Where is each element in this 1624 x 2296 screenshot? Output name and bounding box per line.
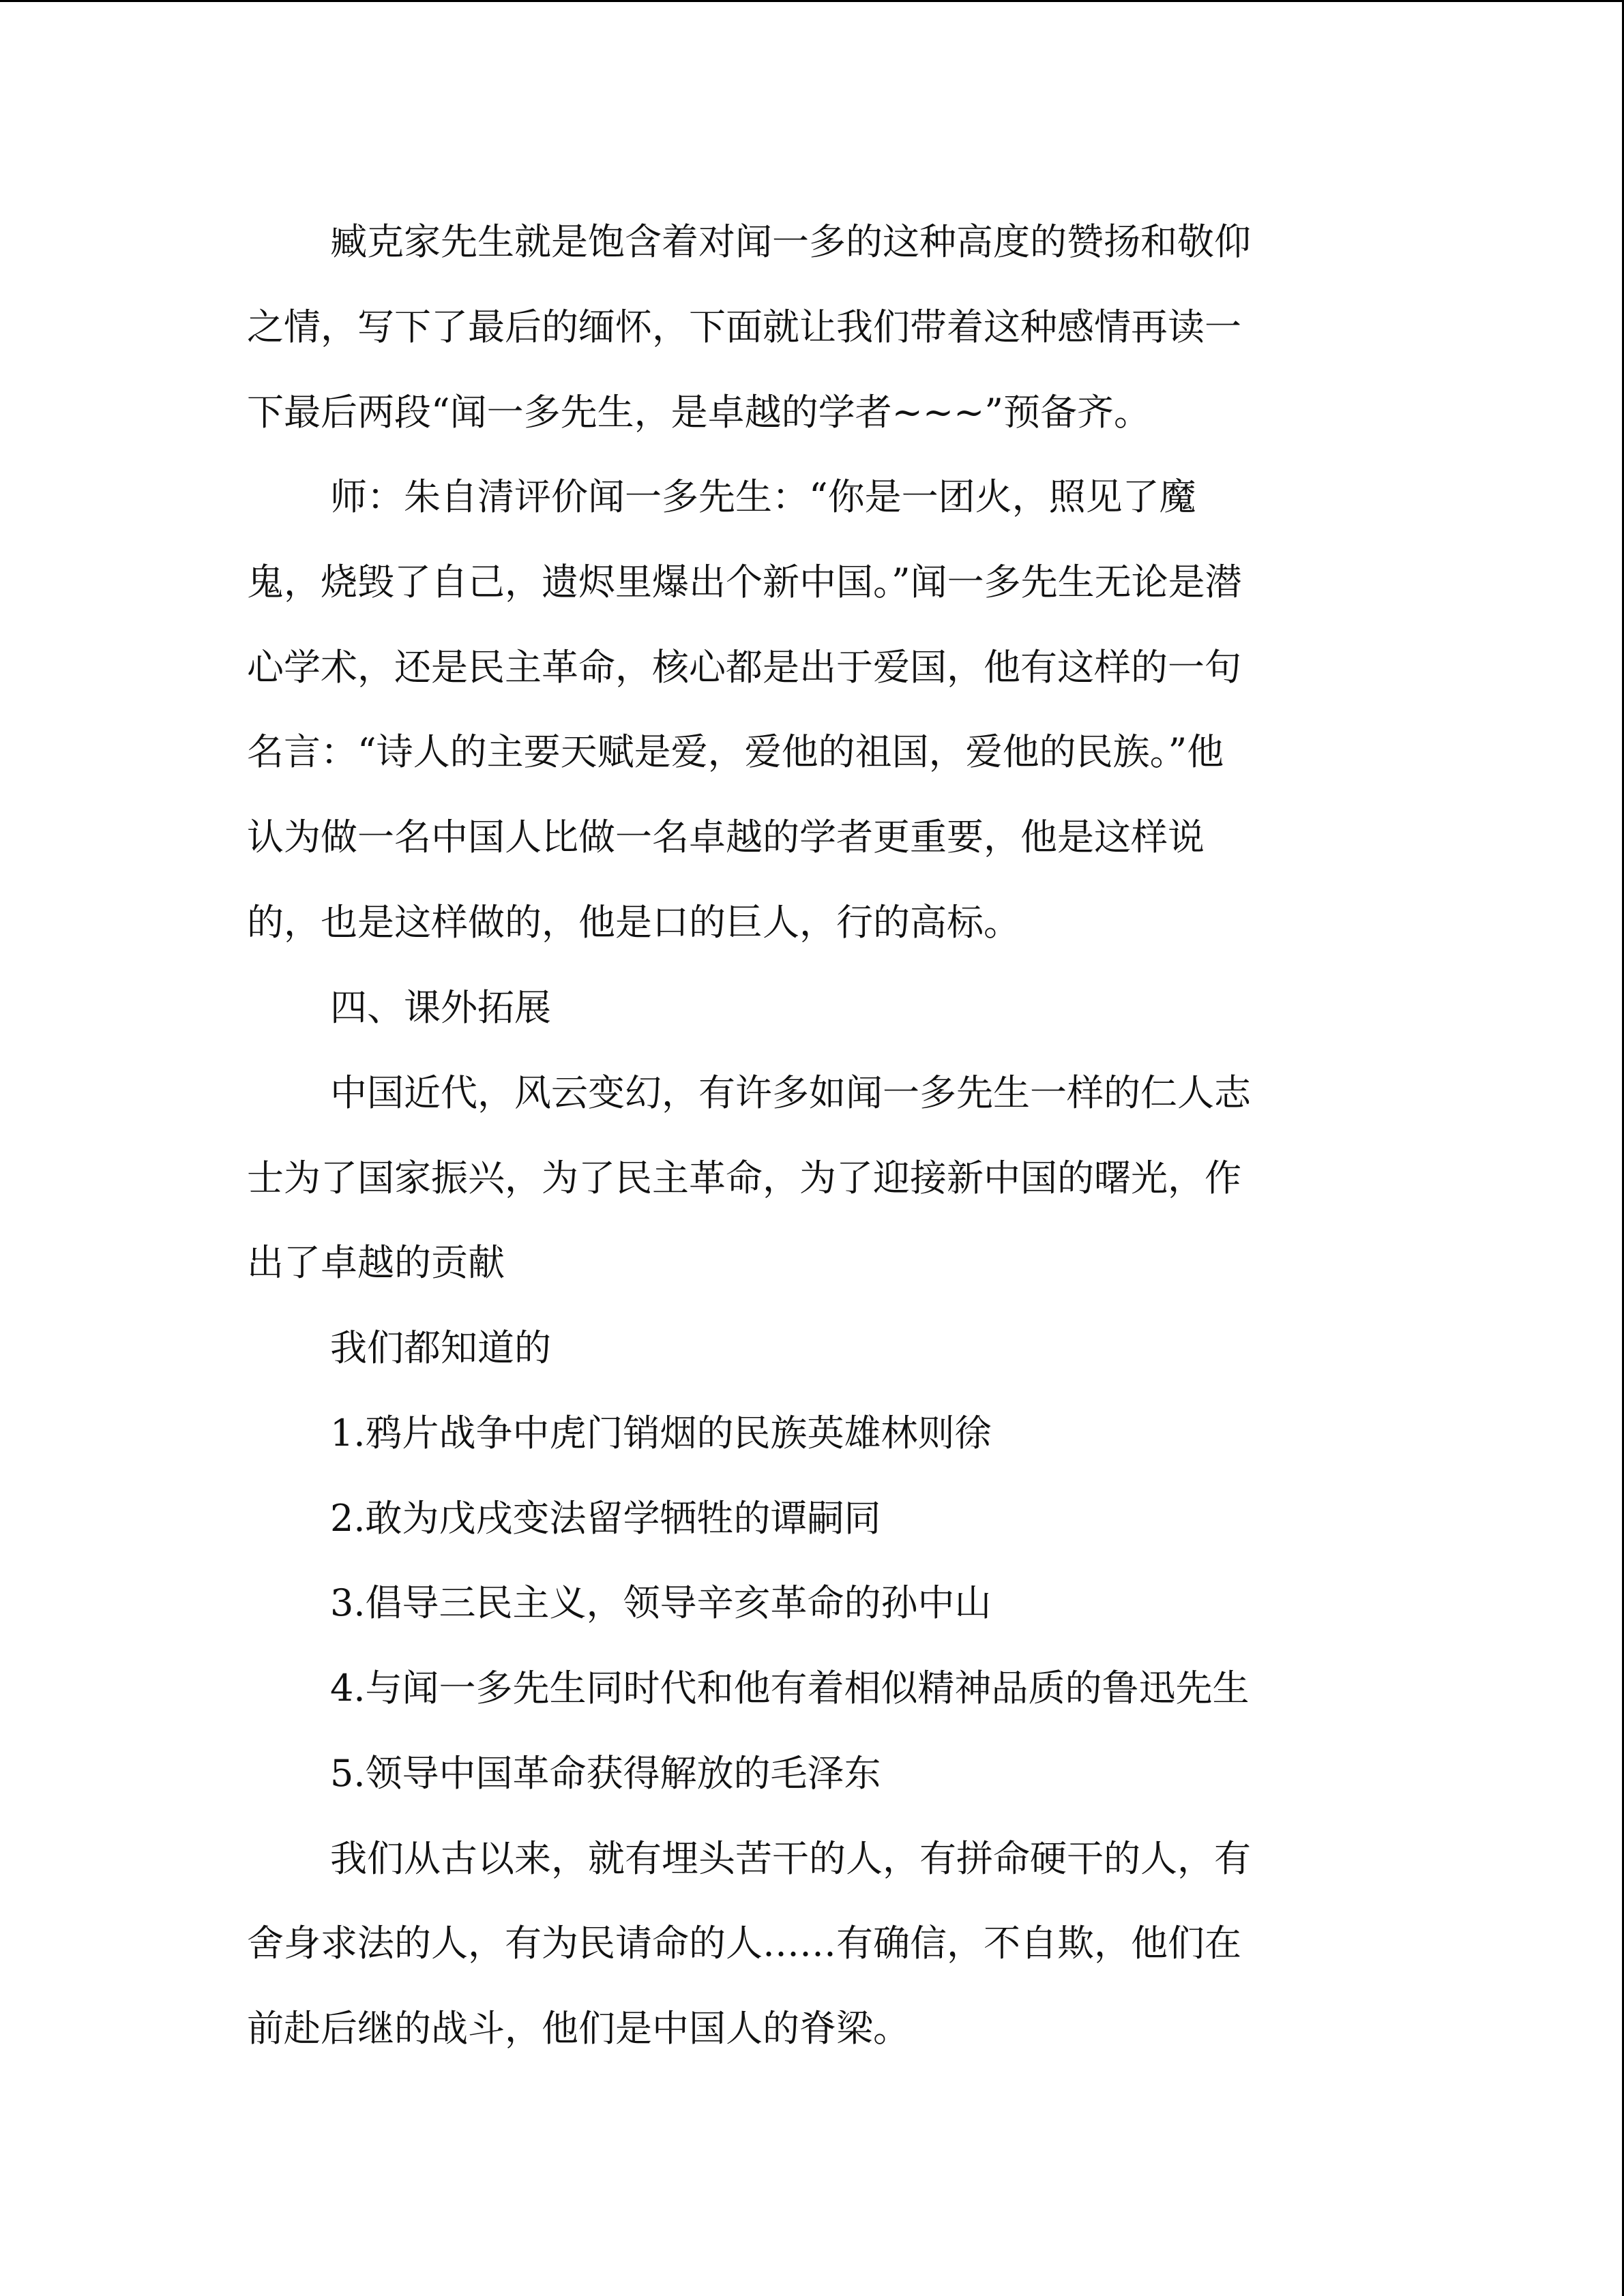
list-item: 3.倡导三民主义，领导辛亥革命的孙中山 [330, 1581, 992, 1624]
text-line: 师：朱自清评价闻一多先生：“你是一团火，照见了魔 [330, 475, 1196, 518]
text-line: 心学术，还是民主革命，核心都是出于爱国，他有这样的一句 [247, 646, 1241, 689]
text-line: 臧克家先生就是饱含着对闻一多的这种高度的赞扬和敬仰 [330, 220, 1251, 263]
text-line: 认为做一名中国人比做一名卓越的学者更重要，他是这样说 [247, 816, 1205, 859]
text-line: 出了卓越的贡献 [247, 1241, 505, 1284]
text-line: 鬼，烧毁了自己，遗烬里爆出个新中国。”闻一多先生无论是潜 [247, 561, 1242, 603]
text-line: 舍身求法的人，有为民请命的人……有确信，不自欺，他们在 [247, 1922, 1241, 1965]
list-item: 5.领导中国革命获得解放的毛泽东 [330, 1752, 881, 1795]
text-line: 的，也是这样做的，他是口的巨人，行的高标。 [247, 901, 1020, 944]
text-line: 名言：“诗人的主要天赋是爱，爱他的祖国，爱他的民族。”他 [247, 730, 1224, 773]
text-line: 前赴后继的战斗，他们是中国人的脊梁。 [247, 2007, 910, 2050]
text-line: 我们从古以来，就有埋头苦干的人，有拼命硬干的人，有 [330, 1837, 1251, 1880]
text-line: 之情，写下了最后的缅怀，下面就让我们带着这种感情再读一 [247, 305, 1241, 348]
section-heading: 四、课外拓展 [330, 986, 551, 1029]
text-line: 中国近代，风云变幻，有许多如闻一多先生一样的仁人志 [330, 1071, 1251, 1114]
text-line: 下最后两段“闻一多先生，是卓越的学者~~~”预备齐。 [247, 391, 1151, 434]
list-item: 4.与闻一多先生同时代和他有着相似精神品质的鲁迅先生 [330, 1667, 1250, 1710]
text-line: 士为了国家振兴，为了民主革命，为了迎接新中国的曙光，作 [247, 1157, 1241, 1199]
list-item: 2.敢为戊戌变法留学牺牲的谭嗣同 [330, 1497, 881, 1540]
text-line: 我们都知道的 [330, 1326, 551, 1369]
list-item: 1.鸦片战争中虎门销烟的民族英雄林则徐 [330, 1412, 992, 1455]
